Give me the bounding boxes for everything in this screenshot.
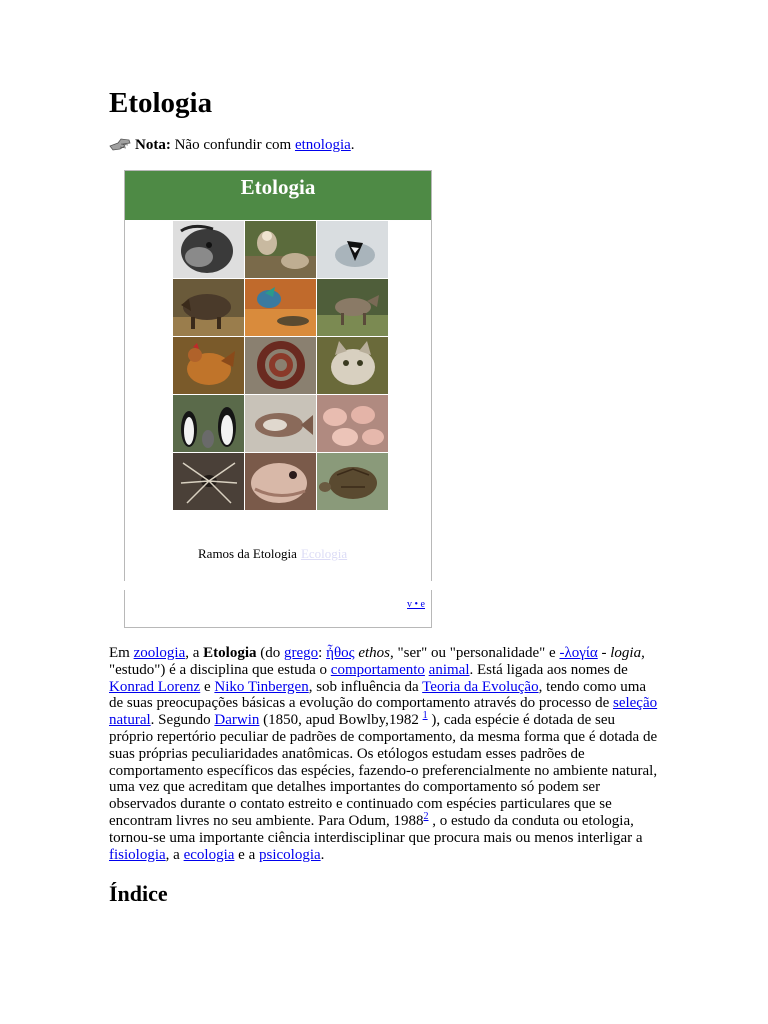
note-label: Nota: (135, 137, 171, 153)
index-heading: Índice (109, 881, 168, 906)
image-wolf[interactable] (317, 279, 388, 336)
link-animal[interactable]: animal (428, 661, 470, 678)
view-edit-links[interactable]: v • e (407, 599, 425, 610)
image-spider[interactable] (173, 453, 244, 510)
link-etnologia[interactable]: etnologia (294, 137, 351, 153)
link-logia-greek[interactable]: -λογία (559, 645, 598, 661)
footnote-1[interactable]: 1 (422, 710, 428, 722)
footnote-2[interactable]: 2 (423, 810, 429, 822)
note-text: Não confundir com (170, 137, 295, 153)
link-grego[interactable]: grego (284, 645, 319, 661)
caption-faint-link[interactable]: Ecologia (300, 546, 348, 561)
link-ethos-greek[interactable]: ἦθος (326, 645, 355, 661)
image-collage[interactable] (173, 221, 388, 513)
image-penguins[interactable] (173, 395, 244, 452)
image-fish-head[interactable] (245, 453, 316, 510)
link-fisiologia[interactable]: fisiologia (109, 846, 166, 863)
image-wild-boar[interactable] (173, 279, 244, 336)
link-konrad-lorenz[interactable]: Konrad Lorenz (109, 678, 201, 695)
link-darwin[interactable]: Darwin (214, 712, 260, 729)
link-comportamento[interactable]: comportamento (330, 661, 425, 678)
image-piglets[interactable] (317, 395, 388, 452)
article-paragraph: Em zoologia, a Etologia (do grego: ἦθος ethos, "ser" ou "personalidade" e -λογία - logia, "estudo") é a disciplina que estuda o comportamento animal. Está ligada aos nomes de Konrad Lorenz e Niko Tinbergen, sob influência da Teoria da Evolução, tendo como uma de suas preocupações básicas a evolução do comportamento através do processo de seleção natural. Segundo Darwin (1850, apud Bowlby,1982 $^1$ ), cada espécie é dotada de seu próprio repertório peculiar de padrões de comportamento, da mesma forma que é dotada de suas próprias peculiaridades anatômicas. Os etólogos estudam esses padrões de comportamento específicos das espécies, fazendo-o preferencialmente no ambiente natural, uma vez que acreditam que detalhes importantes do comportamento só podem ser observados durante o contato estreito e continuado com espécies particulares que se encontram livres no seu ambiente. Para Odum, 1988$^2$ , o estudo da conduta ou etologia, tornou-se uma importante ciência interdisciplinar que procura mais ou menos interligar a fisiologia, a ecologia e a psicologia. (109, 645, 658, 863)
infobox-caption (198, 545, 347, 563)
link-niko-tinbergen[interactable]: Niko Tinbergen (214, 678, 309, 695)
note-end: . (350, 137, 355, 153)
hatnote (109, 135, 355, 155)
link-psicologia[interactable]: psicologia (258, 846, 321, 863)
image-millipede[interactable] (245, 337, 316, 394)
link-zoologia[interactable]: zoologia (133, 645, 186, 661)
image-tortoise[interactable] (317, 453, 388, 510)
image-monkeys[interactable] (245, 221, 316, 278)
link-teoria-evolucao[interactable]: Teoria da Evolução (422, 678, 539, 695)
image-bird-lizard[interactable] (245, 279, 316, 336)
link-selecao-natural[interactable]: seleção natural (109, 695, 658, 729)
image-cat[interactable] (317, 337, 388, 394)
page-title: Etologia (109, 87, 213, 119)
hand-pointer-icon (109, 137, 131, 153)
image-chimpanzee[interactable] (173, 221, 244, 278)
link-ecologia[interactable]: ecologia (183, 846, 235, 863)
caption-text: Ramos da Etologia (198, 546, 297, 561)
image-fish[interactable] (245, 395, 316, 452)
infobox (124, 170, 432, 628)
infobox-divider (124, 581, 434, 590)
image-orca[interactable] (317, 221, 388, 278)
image-hen[interactable] (173, 337, 244, 394)
infobox-header: Etologia (125, 171, 431, 220)
